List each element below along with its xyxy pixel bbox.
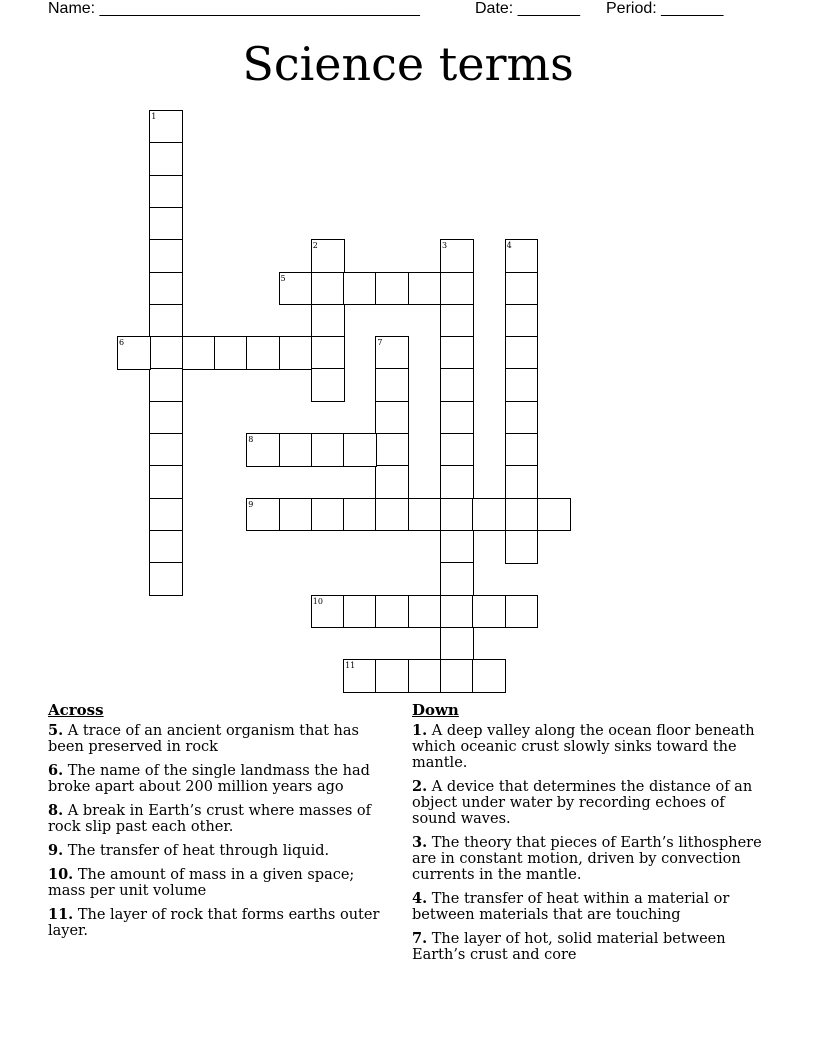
grid-cell[interactable] bbox=[537, 498, 571, 532]
clue-number-label: 8 bbox=[248, 435, 254, 444]
grid-cell[interactable] bbox=[505, 304, 539, 338]
across-heading: Across bbox=[48, 701, 104, 719]
clue-item: 1. A deep valley along the ocean floor beneath which oceanic crust slowly sinks toward the mantle. bbox=[412, 722, 755, 771]
clue-item: 9. The transfer of heat through liquid. bbox=[48, 842, 330, 859]
clue-item: 10. The amount of mass in a given space; mass per unit volume bbox=[48, 866, 355, 899]
grid-cell[interactable] bbox=[149, 368, 183, 402]
clue-number-label: 10 bbox=[312, 596, 323, 606]
clue-item: 3. The theory that pieces of Earth’s lithosphere are in constant motion, driven by convection currents in the mantle. bbox=[412, 834, 762, 883]
clue-number-label: 1 bbox=[151, 112, 157, 121]
grid-cell[interactable] bbox=[375, 595, 409, 629]
grid-cell[interactable] bbox=[440, 304, 474, 338]
grid-cell[interactable] bbox=[214, 336, 248, 370]
grid-cell[interactable] bbox=[149, 142, 183, 176]
grid-cell[interactable] bbox=[149, 530, 183, 564]
grid-cell[interactable] bbox=[505, 465, 539, 499]
clue-item: 6. The name of the single landmass the had broke apart about 200 million years ago bbox=[48, 762, 370, 795]
grid-cell[interactable] bbox=[505, 401, 539, 435]
grid-cell[interactable] bbox=[343, 498, 377, 532]
clue-item: 11. The layer of rock that forms earths outer layer. bbox=[48, 906, 380, 939]
clue-number-label: 3 bbox=[442, 241, 448, 251]
grid-cell[interactable] bbox=[182, 336, 216, 370]
clue-item: 4. The transfer of heat within a material or between materials that are touching bbox=[412, 890, 730, 923]
grid-cell[interactable] bbox=[149, 562, 183, 596]
grid-cell[interactable] bbox=[505, 595, 539, 629]
grid-cell[interactable] bbox=[149, 272, 183, 306]
grid-cell[interactable] bbox=[149, 433, 183, 467]
grid-cell[interactable] bbox=[149, 465, 183, 499]
clue-number-label: 4 bbox=[506, 241, 512, 251]
grid-cell[interactable] bbox=[440, 595, 474, 629]
clue-item: 8. A break in Earth’s crust where masses of rock slip past each other. bbox=[48, 802, 371, 835]
grid-cell[interactable] bbox=[311, 336, 345, 370]
grid-cell[interactable] bbox=[505, 336, 539, 370]
grid-cell[interactable] bbox=[149, 239, 183, 273]
clue-number-label: 7 bbox=[377, 338, 383, 348]
grid-cell[interactable] bbox=[440, 433, 474, 467]
date-field[interactable]: Date: _______ bbox=[475, 0, 580, 17]
grid-cell[interactable] bbox=[343, 595, 377, 629]
grid-cell[interactable] bbox=[149, 175, 183, 209]
grid-cell[interactable] bbox=[375, 498, 409, 532]
grid-cell[interactable] bbox=[311, 368, 345, 402]
grid-cell[interactable] bbox=[149, 336, 183, 370]
grid-cell[interactable] bbox=[440, 659, 474, 693]
grid-cell[interactable] bbox=[440, 368, 474, 402]
grid-cell[interactable] bbox=[440, 530, 474, 564]
grid-cell[interactable] bbox=[311, 272, 345, 306]
grid-cell[interactable] bbox=[505, 498, 539, 532]
grid-cell[interactable] bbox=[408, 272, 442, 306]
clue-number-label: 9 bbox=[248, 499, 254, 509]
grid-cell[interactable] bbox=[279, 433, 313, 467]
grid-cell[interactable] bbox=[472, 595, 506, 629]
grid-cell[interactable] bbox=[440, 272, 474, 306]
grid-cell[interactable] bbox=[375, 659, 409, 693]
grid-cell[interactable] bbox=[440, 627, 474, 661]
clue-item: 7. The layer of hot, solid material between Earth’s crust and core bbox=[412, 930, 726, 963]
grid-cell[interactable] bbox=[343, 433, 377, 467]
grid-cell[interactable] bbox=[408, 498, 442, 532]
name-field[interactable]: Name: ____________________________________ bbox=[48, 0, 420, 17]
down-clues bbox=[412, 702, 762, 971]
grid-cell[interactable] bbox=[408, 659, 442, 693]
page-title: Science terms bbox=[242, 37, 574, 91]
across-clues bbox=[48, 702, 388, 947]
grid-cell[interactable] bbox=[311, 433, 345, 467]
grid-cell[interactable] bbox=[246, 336, 280, 370]
grid-cell[interactable] bbox=[375, 433, 409, 467]
grid-cell[interactable] bbox=[279, 336, 313, 370]
grid-cell[interactable] bbox=[505, 272, 539, 306]
grid-cell[interactable] bbox=[440, 336, 474, 370]
grid-cell[interactable] bbox=[149, 304, 183, 338]
clue-number-label: 5 bbox=[280, 273, 286, 283]
clue-number-label: 6 bbox=[119, 338, 125, 348]
grid-cell[interactable] bbox=[375, 465, 409, 499]
grid-cell[interactable] bbox=[472, 659, 506, 693]
grid-cell[interactable] bbox=[375, 401, 409, 435]
grid-cell[interactable] bbox=[279, 498, 313, 532]
grid-cell[interactable] bbox=[505, 530, 539, 564]
clue-item: 5. A trace of an ancient organism that has been preserved in rock bbox=[48, 722, 359, 755]
grid-cell[interactable] bbox=[472, 498, 506, 532]
grid-cell[interactable] bbox=[375, 368, 409, 402]
grid-cell[interactable] bbox=[343, 272, 377, 306]
grid-cell[interactable] bbox=[440, 401, 474, 435]
grid-cell[interactable] bbox=[311, 498, 345, 532]
grid-cell[interactable] bbox=[408, 595, 442, 629]
clue-number-label: 11 bbox=[345, 661, 356, 671]
grid-cell[interactable] bbox=[375, 272, 409, 306]
clue-item: 2. A device that determines the distance of an object under water by recording echoes of sound waves. bbox=[412, 778, 753, 827]
grid-cell[interactable] bbox=[311, 304, 345, 338]
grid-cell[interactable] bbox=[149, 498, 183, 532]
down-heading: Down bbox=[412, 701, 459, 719]
grid-cell[interactable] bbox=[505, 368, 539, 402]
grid-cell[interactable] bbox=[149, 401, 183, 435]
period-field[interactable]: Period: _______ bbox=[606, 0, 724, 17]
grid-cell[interactable] bbox=[505, 433, 539, 467]
grid-cell[interactable] bbox=[440, 562, 474, 596]
grid-cell[interactable] bbox=[149, 207, 183, 241]
grid-cell[interactable] bbox=[440, 498, 474, 532]
clue-number-label: 2 bbox=[312, 241, 318, 251]
grid-cell[interactable] bbox=[440, 465, 474, 499]
